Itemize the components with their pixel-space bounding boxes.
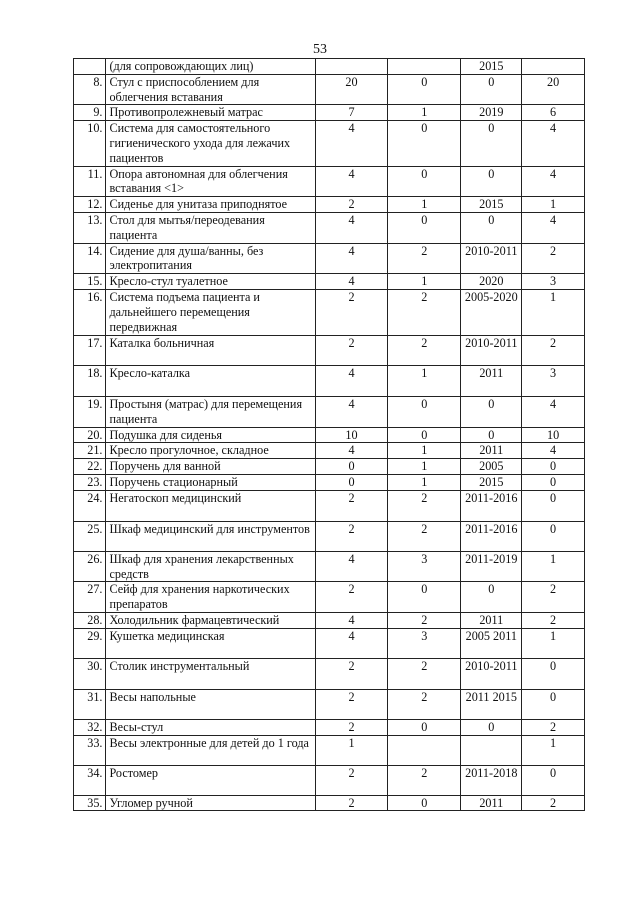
table-row <box>74 521 585 551</box>
equipment-name-cell: Стул с приспособлением для облегчения вставания <box>106 74 315 105</box>
equipment-name-cell: Система подъема пациента и дальнейшего перемещения передвижная <box>106 289 315 335</box>
quantity-available-cell: 0 <box>388 582 461 613</box>
row-number-cell: 32. <box>74 719 106 735</box>
equipment-name-cell: Холодильник фармацевтический <box>106 612 315 628</box>
row-number-cell <box>74 59 106 75</box>
quantity-required-cell <box>315 59 387 75</box>
table-row <box>74 459 585 475</box>
year-cell: 0 <box>461 212 522 243</box>
quantity-available-cell: 0 <box>388 719 461 735</box>
table-row <box>74 474 585 490</box>
quantity-required-cell: 2 <box>315 490 387 521</box>
equipment-name-cell: Сейф для хранения наркотических препаратов <box>106 582 315 613</box>
year-cell: 2011-2016 <box>461 521 522 551</box>
row-number-cell: 35. <box>74 795 106 811</box>
quantity-needed-cell: 6 <box>522 105 585 121</box>
equipment-name-cell: (для сопровождающих лиц) <box>106 59 315 75</box>
equipment-name-cell: Поручень стационарный <box>106 474 315 490</box>
year-cell: 2010-2011 <box>461 243 522 274</box>
quantity-available-cell <box>388 735 461 765</box>
table-row <box>74 628 585 658</box>
year-cell: 2015 <box>461 474 522 490</box>
year-cell: 2011 <box>461 612 522 628</box>
row-number-cell: 13. <box>74 212 106 243</box>
equipment-name-cell: Угломер ручной <box>106 795 315 811</box>
equipment-table <box>73 58 585 811</box>
year-cell: 2010-2011 <box>461 658 522 689</box>
quantity-available-cell: 0 <box>388 74 461 105</box>
quantity-needed-cell: 4 <box>522 443 585 459</box>
row-number-cell: 29. <box>74 628 106 658</box>
quantity-required-cell: 20 <box>315 74 387 105</box>
table-row <box>74 427 585 443</box>
year-cell: 2005 <box>461 459 522 475</box>
year-cell: 0 <box>461 396 522 427</box>
quantity-available-cell: 2 <box>388 335 461 365</box>
quantity-available-cell: 2 <box>388 243 461 274</box>
row-number-cell: 8. <box>74 74 106 105</box>
table-row <box>74 59 585 75</box>
equipment-name-cell: Система для самостоятельного гигиенического ухода для лежачих пациентов <box>106 121 315 166</box>
table-row <box>74 212 585 243</box>
page-number: 53 <box>313 42 327 57</box>
quantity-available-cell: 3 <box>388 551 461 582</box>
year-cell: 0 <box>461 121 522 166</box>
table-row <box>74 551 585 582</box>
quantity-available-cell: 1 <box>388 365 461 396</box>
quantity-available-cell: 1 <box>388 459 461 475</box>
year-cell: 0 <box>461 719 522 735</box>
year-cell: 2011-2019 <box>461 551 522 582</box>
quantity-required-cell: 4 <box>315 166 387 197</box>
quantity-available-cell: 0 <box>388 427 461 443</box>
year-cell: 2011-2018 <box>461 765 522 795</box>
quantity-needed-cell: 4 <box>522 166 585 197</box>
quantity-required-cell: 2 <box>315 765 387 795</box>
equipment-name-cell: Столик инструментальный <box>106 658 315 689</box>
quantity-required-cell: 2 <box>315 521 387 551</box>
table-row <box>74 658 585 689</box>
row-number-cell: 12. <box>74 197 106 213</box>
quantity-needed-cell: 0 <box>522 490 585 521</box>
table-row <box>74 795 585 811</box>
quantity-required-cell: 4 <box>315 396 387 427</box>
year-cell: 0 <box>461 427 522 443</box>
equipment-name-cell: Весы-стул <box>106 719 315 735</box>
row-number-cell: 24. <box>74 490 106 521</box>
table-row <box>74 74 585 105</box>
row-number-cell: 31. <box>74 689 106 719</box>
quantity-needed-cell: 1 <box>522 735 585 765</box>
row-number-cell: 23. <box>74 474 106 490</box>
quantity-needed-cell: 0 <box>522 765 585 795</box>
year-cell: 2011-2016 <box>461 490 522 521</box>
quantity-needed-cell: 0 <box>522 658 585 689</box>
quantity-needed-cell: 4 <box>522 396 585 427</box>
table-row <box>74 689 585 719</box>
row-number-cell: 28. <box>74 612 106 628</box>
equipment-name-cell: Кресло-каталка <box>106 365 315 396</box>
quantity-required-cell: 4 <box>315 628 387 658</box>
table-row <box>74 121 585 166</box>
equipment-name-cell: Опора автономная для облегчения вставания <1> <box>106 166 315 197</box>
quantity-required-cell: 2 <box>315 582 387 613</box>
year-cell <box>461 735 522 765</box>
quantity-required-cell: 2 <box>315 658 387 689</box>
row-number-cell: 14. <box>74 243 106 274</box>
table-row <box>74 765 585 795</box>
year-cell: 2020 <box>461 274 522 290</box>
quantity-available-cell: 1 <box>388 274 461 290</box>
quantity-available-cell: 2 <box>388 521 461 551</box>
quantity-needed-cell: 10 <box>522 427 585 443</box>
row-number-cell: 34. <box>74 765 106 795</box>
row-number-cell: 10. <box>74 121 106 166</box>
quantity-required-cell: 4 <box>315 274 387 290</box>
equipment-name-cell: Подушка для сиденья <box>106 427 315 443</box>
quantity-required-cell: 4 <box>315 365 387 396</box>
equipment-name-cell: Сиденье для унитаза приподнятое <box>106 197 315 213</box>
row-number-cell: 22. <box>74 459 106 475</box>
quantity-needed-cell: 2 <box>522 612 585 628</box>
row-number-cell: 11. <box>74 166 106 197</box>
year-cell: 0 <box>461 74 522 105</box>
equipment-name-cell: Каталка больничная <box>106 335 315 365</box>
quantity-required-cell: 4 <box>315 551 387 582</box>
quantity-needed-cell: 0 <box>522 689 585 719</box>
quantity-required-cell: 2 <box>315 795 387 811</box>
quantity-required-cell: 0 <box>315 459 387 475</box>
table-row <box>74 289 585 335</box>
equipment-table-body <box>74 59 585 811</box>
row-number-cell: 33. <box>74 735 106 765</box>
quantity-required-cell: 1 <box>315 735 387 765</box>
quantity-available-cell: 0 <box>388 396 461 427</box>
equipment-name-cell: Негатоскоп медицинский <box>106 490 315 521</box>
quantity-needed-cell: 0 <box>522 521 585 551</box>
table-row <box>74 365 585 396</box>
quantity-required-cell: 4 <box>315 121 387 166</box>
quantity-required-cell: 2 <box>315 197 387 213</box>
quantity-available-cell: 2 <box>388 689 461 719</box>
quantity-required-cell: 2 <box>315 289 387 335</box>
year-cell: 2005 2011 <box>461 628 522 658</box>
year-cell: 2010-2011 <box>461 335 522 365</box>
table-row <box>74 166 585 197</box>
quantity-required-cell: 2 <box>315 719 387 735</box>
quantity-needed-cell: 2 <box>522 243 585 274</box>
table-row <box>74 582 585 613</box>
table-row <box>74 719 585 735</box>
quantity-required-cell: 0 <box>315 474 387 490</box>
quantity-needed-cell: 3 <box>522 365 585 396</box>
equipment-name-cell: Шкаф для хранения лекарственных средств <box>106 551 315 582</box>
year-cell: 2015 <box>461 59 522 75</box>
row-number-cell: 27. <box>74 582 106 613</box>
quantity-available-cell: 1 <box>388 443 461 459</box>
table-row <box>74 243 585 274</box>
quantity-available-cell: 0 <box>388 166 461 197</box>
equipment-name-cell: Весы электронные для детей до 1 года <box>106 735 315 765</box>
quantity-available-cell: 2 <box>388 612 461 628</box>
year-cell: 2011 <box>461 443 522 459</box>
row-number-cell: 21. <box>74 443 106 459</box>
quantity-needed-cell: 20 <box>522 74 585 105</box>
row-number-cell: 25. <box>74 521 106 551</box>
row-number-cell: 15. <box>74 274 106 290</box>
quantity-needed-cell: 1 <box>522 289 585 335</box>
quantity-available-cell: 3 <box>388 628 461 658</box>
row-number-cell: 30. <box>74 658 106 689</box>
year-cell: 2011 2015 <box>461 689 522 719</box>
quantity-available-cell: 2 <box>388 490 461 521</box>
quantity-required-cell: 10 <box>315 427 387 443</box>
table-row <box>74 396 585 427</box>
equipment-name-cell: Кушетка медицинская <box>106 628 315 658</box>
quantity-needed-cell: 3 <box>522 274 585 290</box>
row-number-cell: 20. <box>74 427 106 443</box>
quantity-needed-cell: 4 <box>522 212 585 243</box>
table-row <box>74 274 585 290</box>
equipment-name-cell: Кресло-стул туалетное <box>106 274 315 290</box>
quantity-required-cell: 2 <box>315 689 387 719</box>
quantity-needed-cell: 0 <box>522 474 585 490</box>
equipment-name-cell: Шкаф медицинский для инструментов <box>106 521 315 551</box>
quantity-available-cell: 0 <box>388 795 461 811</box>
year-cell: 2005-2020 <box>461 289 522 335</box>
quantity-needed-cell: 1 <box>522 628 585 658</box>
year-cell: 0 <box>461 582 522 613</box>
quantity-available-cell: 2 <box>388 765 461 795</box>
year-cell: 2015 <box>461 197 522 213</box>
table-row <box>74 197 585 213</box>
year-cell: 0 <box>461 166 522 197</box>
quantity-needed-cell: 1 <box>522 197 585 213</box>
quantity-available-cell <box>388 59 461 75</box>
year-cell: 2011 <box>461 365 522 396</box>
equipment-name-cell: Весы напольные <box>106 689 315 719</box>
quantity-available-cell: 1 <box>388 197 461 213</box>
quantity-needed-cell: 2 <box>522 335 585 365</box>
quantity-available-cell: 2 <box>388 658 461 689</box>
quantity-available-cell: 0 <box>388 121 461 166</box>
quantity-required-cell: 4 <box>315 243 387 274</box>
table-row <box>74 490 585 521</box>
year-cell: 2019 <box>461 105 522 121</box>
table-row <box>74 105 585 121</box>
equipment-name-cell: Стол для мытья/переодевания пациента <box>106 212 315 243</box>
equipment-name-cell: Противопролежневый матрас <box>106 105 315 121</box>
equipment-name-cell: Поручень для ванной <box>106 459 315 475</box>
quantity-available-cell: 1 <box>388 474 461 490</box>
year-cell: 2011 <box>461 795 522 811</box>
quantity-needed-cell: 2 <box>522 795 585 811</box>
table-row <box>74 612 585 628</box>
equipment-name-cell: Кресло прогулочное, складное <box>106 443 315 459</box>
quantity-required-cell: 4 <box>315 443 387 459</box>
row-number-cell: 18. <box>74 365 106 396</box>
quantity-required-cell: 4 <box>315 212 387 243</box>
row-number-cell: 19. <box>74 396 106 427</box>
row-number-cell: 17. <box>74 335 106 365</box>
quantity-available-cell: 2 <box>388 289 461 335</box>
table-row <box>74 443 585 459</box>
row-number-cell: 16. <box>74 289 106 335</box>
quantity-available-cell: 1 <box>388 105 461 121</box>
row-number-cell: 9. <box>74 105 106 121</box>
quantity-needed-cell: 4 <box>522 121 585 166</box>
quantity-required-cell: 4 <box>315 612 387 628</box>
quantity-needed-cell: 2 <box>522 719 585 735</box>
row-number-cell: 26. <box>74 551 106 582</box>
quantity-required-cell: 2 <box>315 335 387 365</box>
quantity-needed-cell: 0 <box>522 459 585 475</box>
equipment-name-cell: Ростомер <box>106 765 315 795</box>
quantity-needed-cell: 1 <box>522 551 585 582</box>
quantity-available-cell: 0 <box>388 212 461 243</box>
equipment-name-cell: Простыня (матрас) для перемещения пациента <box>106 396 315 427</box>
table-row <box>74 335 585 365</box>
table-row <box>74 735 585 765</box>
quantity-needed-cell: 2 <box>522 582 585 613</box>
quantity-needed-cell <box>522 59 585 75</box>
equipment-name-cell: Сидение для душа/ванны, без электропитания <box>106 243 315 274</box>
quantity-required-cell: 7 <box>315 105 387 121</box>
